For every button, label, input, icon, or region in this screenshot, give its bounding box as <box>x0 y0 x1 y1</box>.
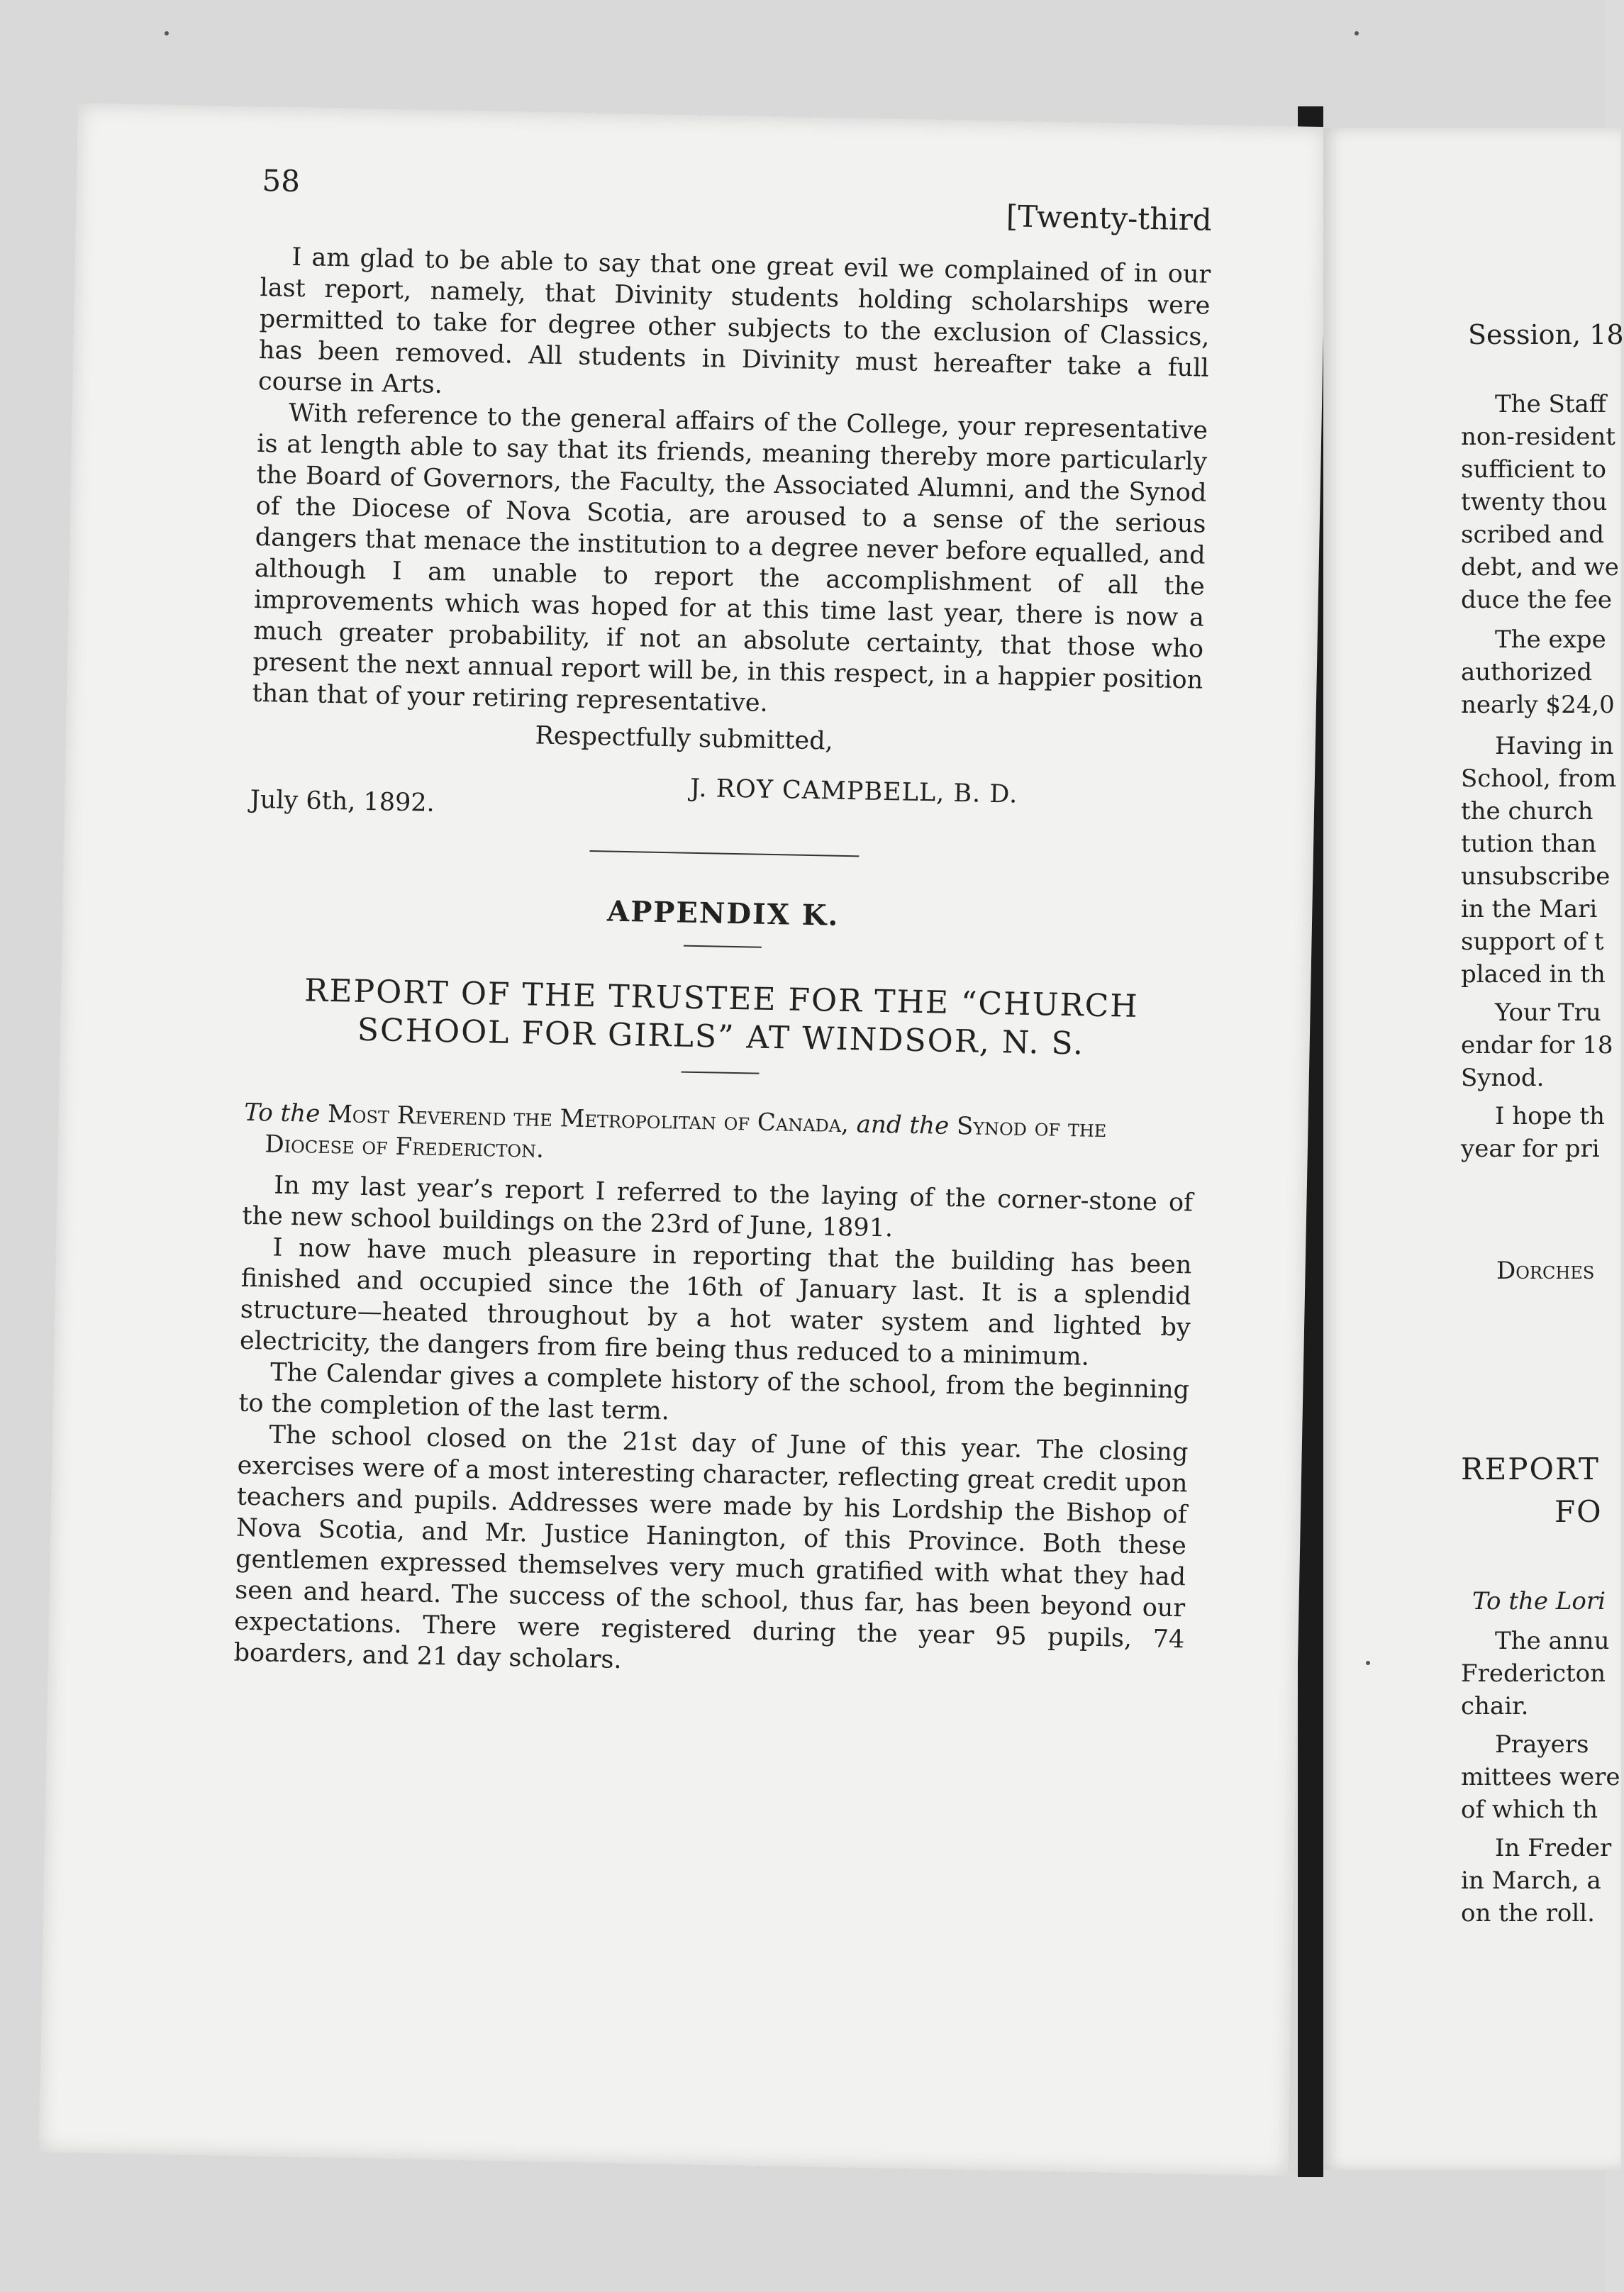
right-text-line: sufficient to <box>1461 455 1606 484</box>
right-text-line: Having in <box>1495 732 1614 760</box>
heading-divider <box>684 945 762 948</box>
right-text-line: debt, and we <box>1461 553 1619 582</box>
right-text-line: support of t <box>1461 928 1604 956</box>
left-page-content <box>233 163 1213 1686</box>
right-text-line: tution than <box>1461 830 1597 858</box>
right-text-line: nearly $24,0 <box>1461 691 1615 719</box>
right-text-line: I hope th <box>1495 1102 1605 1130</box>
closing-line: Respectfully submitted, <box>535 721 834 756</box>
right-text-line: year for pri <box>1461 1135 1600 1163</box>
right-running-head: Session, 18 <box>1468 319 1624 350</box>
right-text-line: of which th <box>1461 1796 1598 1824</box>
right-text-line: in the Mari <box>1461 895 1598 923</box>
scan-speck <box>1355 31 1359 35</box>
right-text-line: non-resident <box>1461 423 1615 451</box>
right-text-line: unsubscribe <box>1461 862 1611 891</box>
right-report-title: FO <box>1555 1494 1603 1529</box>
right-text-line: The Staff <box>1495 390 1606 418</box>
report-paragraph: The school closed on the 21st day of June of this year. The closing exercises were of a most interesting character, reflecting great credit upon teachers and pupils. Addresses were made by his Lordship the Bishop of Nova Scotia, and Mr. Justice Hanington, of this Province. Both these gentlemen expressed themselves very much gratified with what they had seen and heard. The success of the school, thus far, has been beyond our expectations. There were registered during the year 95 pupils, 74 boarders, and 21 day scholars. <box>233 1420 1189 1675</box>
body-paragraph: With reference to the general affairs of the College, your representative is at length able to say that its friends, meaning thereby more particularly the Board of Governors, the Faculty, the Associated Alumni, and the Synod of the Diocese of Nova Scotia, are aroused to a sense of the serious dangers that menace the institution to a degree never before equalled, and although I am unable to report the accomplishment of all the improvements which was hoped for at this time last year, there is now a much greater probability, if not an absolute certainty, that those who present the next annual report will be, in this respect, in a happier position than that of your retiring representative. <box>252 399 1208 718</box>
report-title-line: REPORT OF THE TRUSTEE FOR THE “CHURCH <box>304 972 1140 1025</box>
right-text-line: duce the fee <box>1461 586 1612 614</box>
right-text-line: authorized <box>1461 658 1593 686</box>
address-to: To the <box>243 1098 321 1128</box>
appendix-heading: APPENDIX K. <box>606 894 840 933</box>
scan-speck <box>1366 1661 1370 1665</box>
report-paragraph: In my last year’s report I referred to the laying of the corner-stone of the new school buildings on the 23rd of June, 1891. <box>242 1171 1194 1243</box>
running-head: [Twenty-third <box>1006 199 1213 238</box>
report-paragraph: I now have much pleasure in reporting that the building has been finished and occupied since the 16th of January last. It is a splendid structure—heated throughout by a hot water system and lighted by electricity, the dangers from fire being thus reduced to a minimum. <box>239 1233 1192 1372</box>
signature: J. ROY CAMPBELL, B. D. <box>689 774 1018 809</box>
address-recipient: Most Reverend the Metropolitan of Canada, <box>327 1100 850 1139</box>
right-text-line: chair. <box>1461 1692 1529 1720</box>
right-text-line: Synod. <box>1461 1064 1545 1092</box>
right-text-line: In Freder <box>1495 1834 1612 1862</box>
right-text-line: the church <box>1461 797 1594 825</box>
body-paragraph: I am glad to be able to say that one great evil we complained of in our last report, namely, that Divinity students holding scholarships were permitted to take for degree other subjects to the exclusion of Classics, has been removed. All students in Divinity must hereafter take a full course in Arts. <box>257 243 1211 399</box>
right-text-line: Fredericton <box>1461 1659 1606 1688</box>
signoff <box>250 716 1202 841</box>
right-text-line: Your Tru <box>1495 998 1601 1027</box>
title-divider <box>681 1072 759 1074</box>
right-text-line: twenty thou <box>1461 488 1608 516</box>
report-address <box>243 1097 1194 1178</box>
right-place-line: Dorches <box>1496 1257 1595 1285</box>
right-text-line: mittees were <box>1461 1763 1620 1791</box>
right-text-line: School, from <box>1461 764 1617 793</box>
letter-date: July 6th, 1892. <box>250 785 435 818</box>
scan-speck <box>165 31 169 35</box>
right-text-line: The expe <box>1495 625 1606 654</box>
right-address-line: To the Lori <box>1472 1587 1606 1615</box>
right-text-line: endar for 18 <box>1461 1031 1613 1059</box>
report-title-line: SCHOOL FOR GIRLS” AT WINDSOR, N. S. <box>357 1011 1085 1062</box>
report-paragraph: The Calendar gives a complete history of the school, from the beginning to the completion of the last term. <box>238 1358 1190 1426</box>
right-report-title: REPORT <box>1461 1452 1600 1486</box>
address-and: and the <box>856 1110 950 1140</box>
right-text-line: scribed and <box>1461 521 1605 549</box>
right-text-line: The annu <box>1495 1627 1610 1655</box>
right-text-line: in March, a <box>1461 1867 1601 1895</box>
address-recipient: Synod of the Diocese of Fredericton. <box>265 1112 1107 1164</box>
right-text-line: placed in th <box>1461 960 1606 989</box>
page-number: 58 <box>262 163 301 199</box>
section-divider <box>589 850 859 857</box>
right-text-line: Prayers <box>1495 1730 1589 1759</box>
right-text-line: on the roll. <box>1461 1899 1595 1927</box>
